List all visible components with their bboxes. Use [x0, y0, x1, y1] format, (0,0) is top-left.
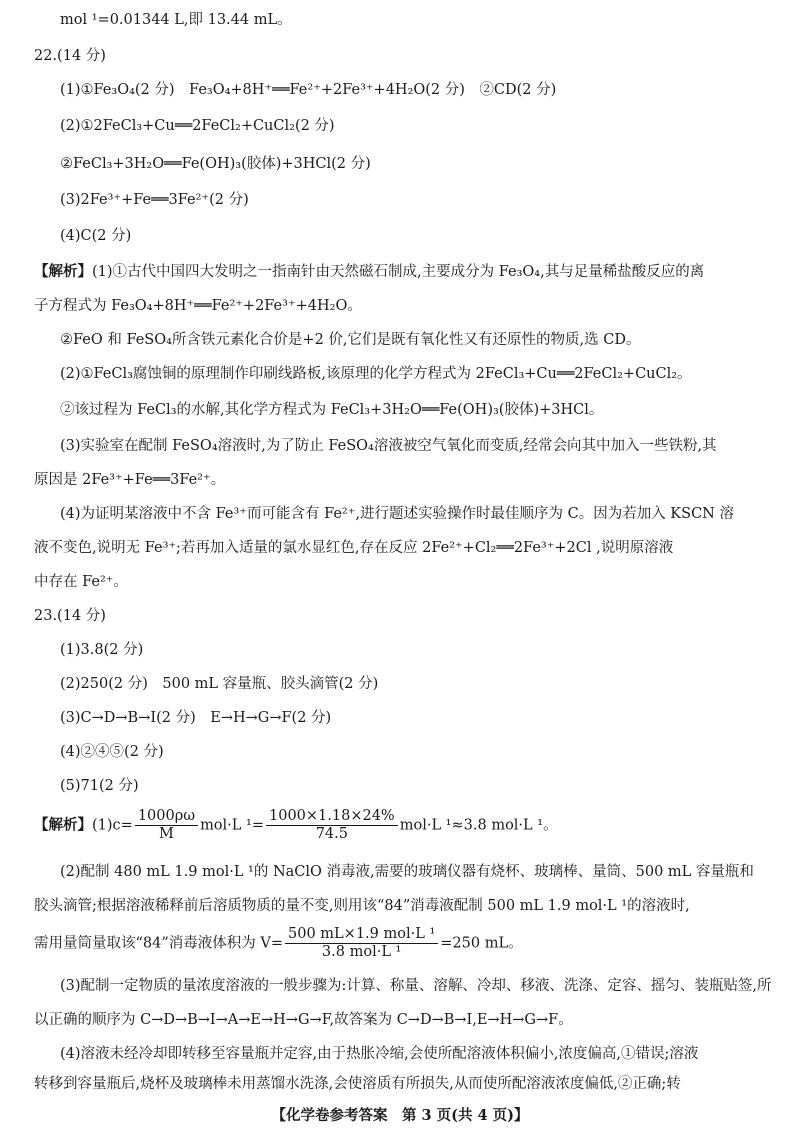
fraction-denominator: 74.5 [315, 826, 348, 842]
answer-22-2-1: (2)①2FeCl₃+Cu══2FeCl₂+CuCl₂(2 分) [60, 118, 335, 134]
text-line: 以正确的顺序为 C→D→B→I→A→E→H→G→F,故答案为 C→D→B→I,E→H→G→F。 [34, 1012, 573, 1028]
text-line: 原因是 2Fe³⁺+Fe══3Fe²⁺。 [34, 472, 226, 488]
answer-23-2: (2)250(2 分) 500 mL 容量瓶、胶头滴管(2 分) [60, 676, 379, 692]
text-line: (3)实验室在配制 FeSO₄溶液时,为了防止 FeSO₄溶液被空气氧化而变质,经常会向其中加入一些铁粉,其 [60, 438, 717, 454]
answer-23-5: (5)71(2 分) [60, 778, 139, 794]
text-line: 胶头滴管;根据溶液稀释前后溶质物质的量不变,则用该“84”消毒液配制 500 mL 1.9 mol·L ¹的溶液时, [34, 898, 690, 914]
page-footer: 【化学卷参考答案 第 3 页(共 4 页)】 [271, 1107, 529, 1124]
formula-lhs: 需用量筒量取该“84”消毒液体积为 V= [34, 935, 284, 952]
text-line: 液不变色,说明无 Fe³⁺;若再加入适量的氯水显红色,存在反应 2Fe²⁺+Cl₂══2Fe³⁺+2Cl ,说明原溶液 [34, 540, 674, 556]
text-line: (2)配制 480 mL 1.9 mol·L ¹的 NaClO 消毒液,需要的玻璃仪器有烧杯、玻璃棒、量筒、500 mL 容量瓶和 [60, 864, 754, 880]
text-line: mol ¹=0.01344 L,即 13.44 mL。 [60, 12, 292, 28]
answer-22-2-2: ②FeCl₃+3H₂O══Fe(OH)₃(胶体)+3HCl(2 分) [60, 156, 371, 172]
text-line: 子方程式为 Fe₃O₄+8H⁺══Fe²⁺+2Fe³⁺+4H₂O。 [34, 298, 362, 314]
answer-22-4: (4)C(2 分) [60, 228, 132, 244]
question-22-header: 22.(14 分) [34, 48, 106, 64]
text-line: (2)①FeCl₃腐蚀铜的原理制作印刷线路板,该原理的化学方程式为 2FeCl₃+Cu══2FeCl₂+CuCl₂。 [60, 366, 692, 382]
fraction-numerator: 500 mL×1.9 mol·L ¹ [285, 926, 438, 944]
analysis-23-line [34, 808, 558, 843]
formula-result: =250 mL。 [440, 935, 523, 952]
formula-lhs: (1)c= [92, 817, 133, 834]
text-line: 转移到容量瓶后,烧杯及玻璃棒未用蒸馏水洗涤,会使溶质有所损失,从而使所配溶液浓度偏低,②正确;转 [34, 1076, 681, 1092]
volume-formula-line [34, 926, 523, 961]
formula-mid: mol·L ¹= [200, 817, 264, 834]
analysis-tag: 【解析】 [34, 263, 92, 280]
text-line: (4)溶液未经冷却即转移至容量瓶并定容,由于热胀冷缩,会使所配溶液体积偏小,浓度偏高,①错误;溶液 [60, 1046, 699, 1062]
fraction-numerator: 1000ρω [135, 808, 198, 826]
text-line: (3)配制一定物质的量浓度溶液的一般步骤为:计算、称量、溶解、冷却、移液、洗涤、定容、摇匀、装瓶贴签,所 [60, 978, 772, 994]
text-line: ②该过程为 FeCl₃的水解,其化学方程式为 FeCl₃+3H₂O══Fe(OH)₃(胶体)+3HCl。 [60, 402, 604, 418]
text-line: (4)为证明某溶液中不含 Fe³⁺而可能含有 Fe²⁺,进行题述实验操作时最佳顺序为 C。因为若加入 KSCN 溶 [60, 506, 734, 522]
fraction-numerator: 1000×1.18×24% [266, 808, 398, 826]
answer-23-1: (1)3.8(2 分) [60, 642, 144, 658]
analysis-text: (1)①古代中国四大发明之一指南针由天然磁石制成,主要成分为 Fe₃O₄,其与足量稀盐酸反应的离 [92, 264, 705, 280]
answer-23-3: (3)C→D→B→I(2 分) E→H→G→F(2 分) [60, 710, 332, 726]
formula-result: mol·L ¹≈3.8 mol·L ¹。 [399, 817, 558, 834]
question-23-header: 23.(14 分) [34, 608, 106, 624]
fraction-denominator: M [159, 826, 174, 842]
text-line: 中存在 Fe²⁺。 [34, 574, 128, 590]
analysis-tag: 【解析】 [34, 816, 92, 834]
answer-22-3: (3)2Fe³⁺+Fe══3Fe²⁺(2 分) [60, 192, 249, 208]
fraction-denominator: 3.8 mol·L ¹ [321, 944, 402, 960]
fraction-concentration [135, 808, 198, 843]
answer-23-4: (4)②④⑤(2 分) [60, 744, 164, 760]
fraction-volume [285, 926, 438, 961]
fraction-values [266, 808, 398, 843]
text-line: ②FeO 和 FeSO₄所含铁元素化合价是+2 价,它们是既有氧化性又有还原性的物质,选 CD。 [60, 332, 641, 348]
answer-22-1: (1)①Fe₃O₄(2 分) Fe₃O₄+8H⁺══Fe²⁺+2Fe³⁺+4H₂O(2 分) ②CD(2 分) [60, 82, 557, 98]
analysis-22-line [34, 262, 704, 282]
